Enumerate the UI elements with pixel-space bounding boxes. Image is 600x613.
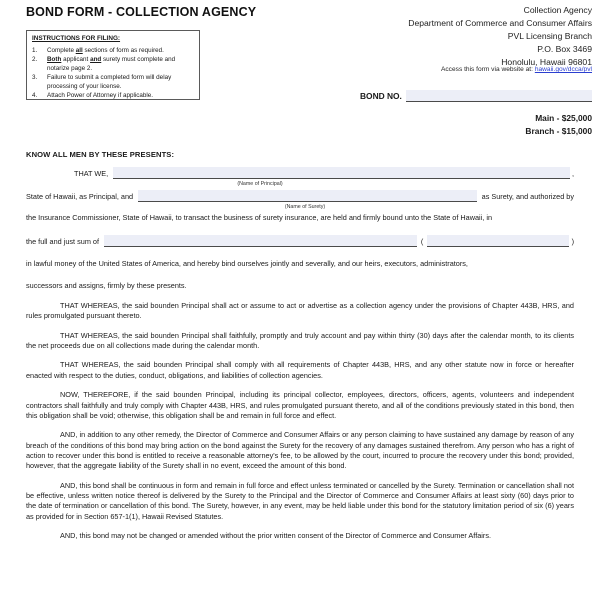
bond-paragraph: NOW, THEREFORE, if the said bounden Principal, including its principal collector, employees, directors, officers, agents, volunteers and independent contractors shall faithfully and truly comply with Chapter 443B, HRS, and rules promulgated pursuant thereto, and all of the conditions previously stated in this bond, then this obligation shall be void; otherwise, this obligation shall be and remain in full force and effect. [26,390,574,420]
agency-line-1: Collection Agency [523,5,592,15]
sum-numeric-input[interactable] [427,235,568,247]
that-we-row [74,167,574,179]
bond-paragraph: AND, in addition to any other remedy, the Director of Commerce and Consumer Affairs or any person claiming to have sustained any damage by reason of any breach of the conditions of this bond may bring action on the bond against the Surety for the recovery of any damages sustained therefrom. Any person who has a right of action to recover under this bond is entitled to receive a reasonable attorney's fee, to be allowed by the court, incurred to procure the recovery under this bond; provided, however, that the aggregate liability of the Surety shall in no event, exceed the amount of this bond. [26,430,574,471]
bond-paragraph: THAT WHEREAS, the said bounden Principal shall faithfully, promptly and truly account and pay within thirty (30) days after the calendar month, to its clients the net proceeds due on all collections made during the calendar month. [26,330,574,351]
instruction-item [32,47,194,56]
bond-paragraph: AND, this bond shall be continuous in form and remain in full force and effect unless terminated or cancelled by the Surety. Termination or cancellation shall not be effective, unless written notice thereof is delivered by the Surety to the Principal and the Director of Commerce and Consumer Affairs at least sixty (60) days prior to the date of termination or cancellation of this bond. The Surety, however, in any event, may be held liable under this bond for the statutory limitation period of six (6) years as provided for in Section 657-1(1), Hawaii Revised Statutes. [26,480,574,521]
instruction-item [32,74,194,92]
lawful-money-line: in lawful money of the United States of America, and hereby bind ourselves jointly and severally, and our heirs, executors, administrators, [26,259,468,268]
instruction-number: 1. [32,47,38,54]
amount-main: Main - $25,000 [535,113,592,123]
successors-line: successors and assigns, firmly by these presents. [26,281,187,290]
bond-paragraph: THAT WHEREAS, the said bounden Principal shall comply with all requirements of Chapter 443B, HRS, and any other statute now in force or hereafter enacted with respect to the duties, conduct, obligations, and liabilities of collection agencies. [26,360,574,380]
sum-row [26,235,574,247]
agency-line-5: Honolulu, Hawaii 96801 [501,56,592,67]
bond-no-input[interactable] [406,90,592,102]
agency-line-4: P.O. Box 3469 [537,43,592,54]
instruction-text: Failure to submit a completed form will delay processing of your license. [47,73,172,90]
sum-paren-close: ) [571,237,574,246]
sum-label: the full and just sum of [26,237,100,246]
surety-trailing-label: as Surety, and authorized by [481,192,574,201]
instructions-list [32,47,194,101]
know-all-men-heading: KNOW ALL MEN BY THESE PRESENTS: [26,150,175,159]
instructions-heading: INSTRUCTIONS FOR FILING: [32,35,121,42]
that-we-trailing-comma: , [571,169,574,178]
website-prefix-label: Access this form via website at: [440,66,533,73]
website-access-line [262,66,592,73]
bond-no-row [360,90,592,102]
surety-name-input[interactable] [138,190,477,202]
sum-paren-open: ( [420,237,424,246]
agency-address-block [262,4,592,68]
instruction-item [32,56,194,74]
bond-no-label: BOND NO. [360,91,402,101]
principal-name-input[interactable] [113,167,570,179]
instruction-number: 2. [32,55,38,63]
agency-line-3: PVL Licensing Branch [507,30,592,41]
principal-state-label: State of Hawaii, as Principal, and [26,192,134,201]
website-link[interactable]: hawaii.gov/dcca/pvl [534,66,592,73]
sum-words-input[interactable] [104,235,417,247]
insurance-commissioner-line: the Insurance Commissioner, State of Hawaii, to transact the business of surety insurance, are held and firmly bound unto the State of Hawaii, in [26,213,493,222]
surety-row [26,190,574,202]
bond-paragraph: AND, this bond may not be changed or amended without the prior written consent of the Director of Commerce and Consumer Affairs. [60,531,492,541]
instruction-text: Complete all sections of form as required. [47,47,164,54]
instruction-item [32,92,194,101]
name-of-surety-caption: (Name of Surety) [284,204,326,210]
instructions-box [26,30,200,100]
instruction-text: Both applicant and surety must complete and notarize page 2. [47,55,176,72]
instruction-number: 4. [32,91,38,99]
that-we-label: THAT WE, [74,169,109,178]
name-of-principal-caption: (Name of Principal) [237,181,283,187]
bond-amounts [262,112,592,138]
agency-line-2: Department of Commerce and Consumer Affairs [408,17,592,28]
instruction-text: Attach Power of Attorney if applicable. [47,91,154,99]
instruction-number: 3. [32,73,38,81]
bond-paragraph: THAT WHEREAS, the said bounden Principal shall act or assume to act or advertise as a collection agency under the provisions of Chapter 443B, HRS, and rules promulgated pursuant thereto. [26,301,574,321]
page-title: BOND FORM - COLLECTION AGENCY [26,5,257,19]
bond-paragraphs [26,301,574,550]
amount-branch: Branch - $15,000 [525,126,592,137]
